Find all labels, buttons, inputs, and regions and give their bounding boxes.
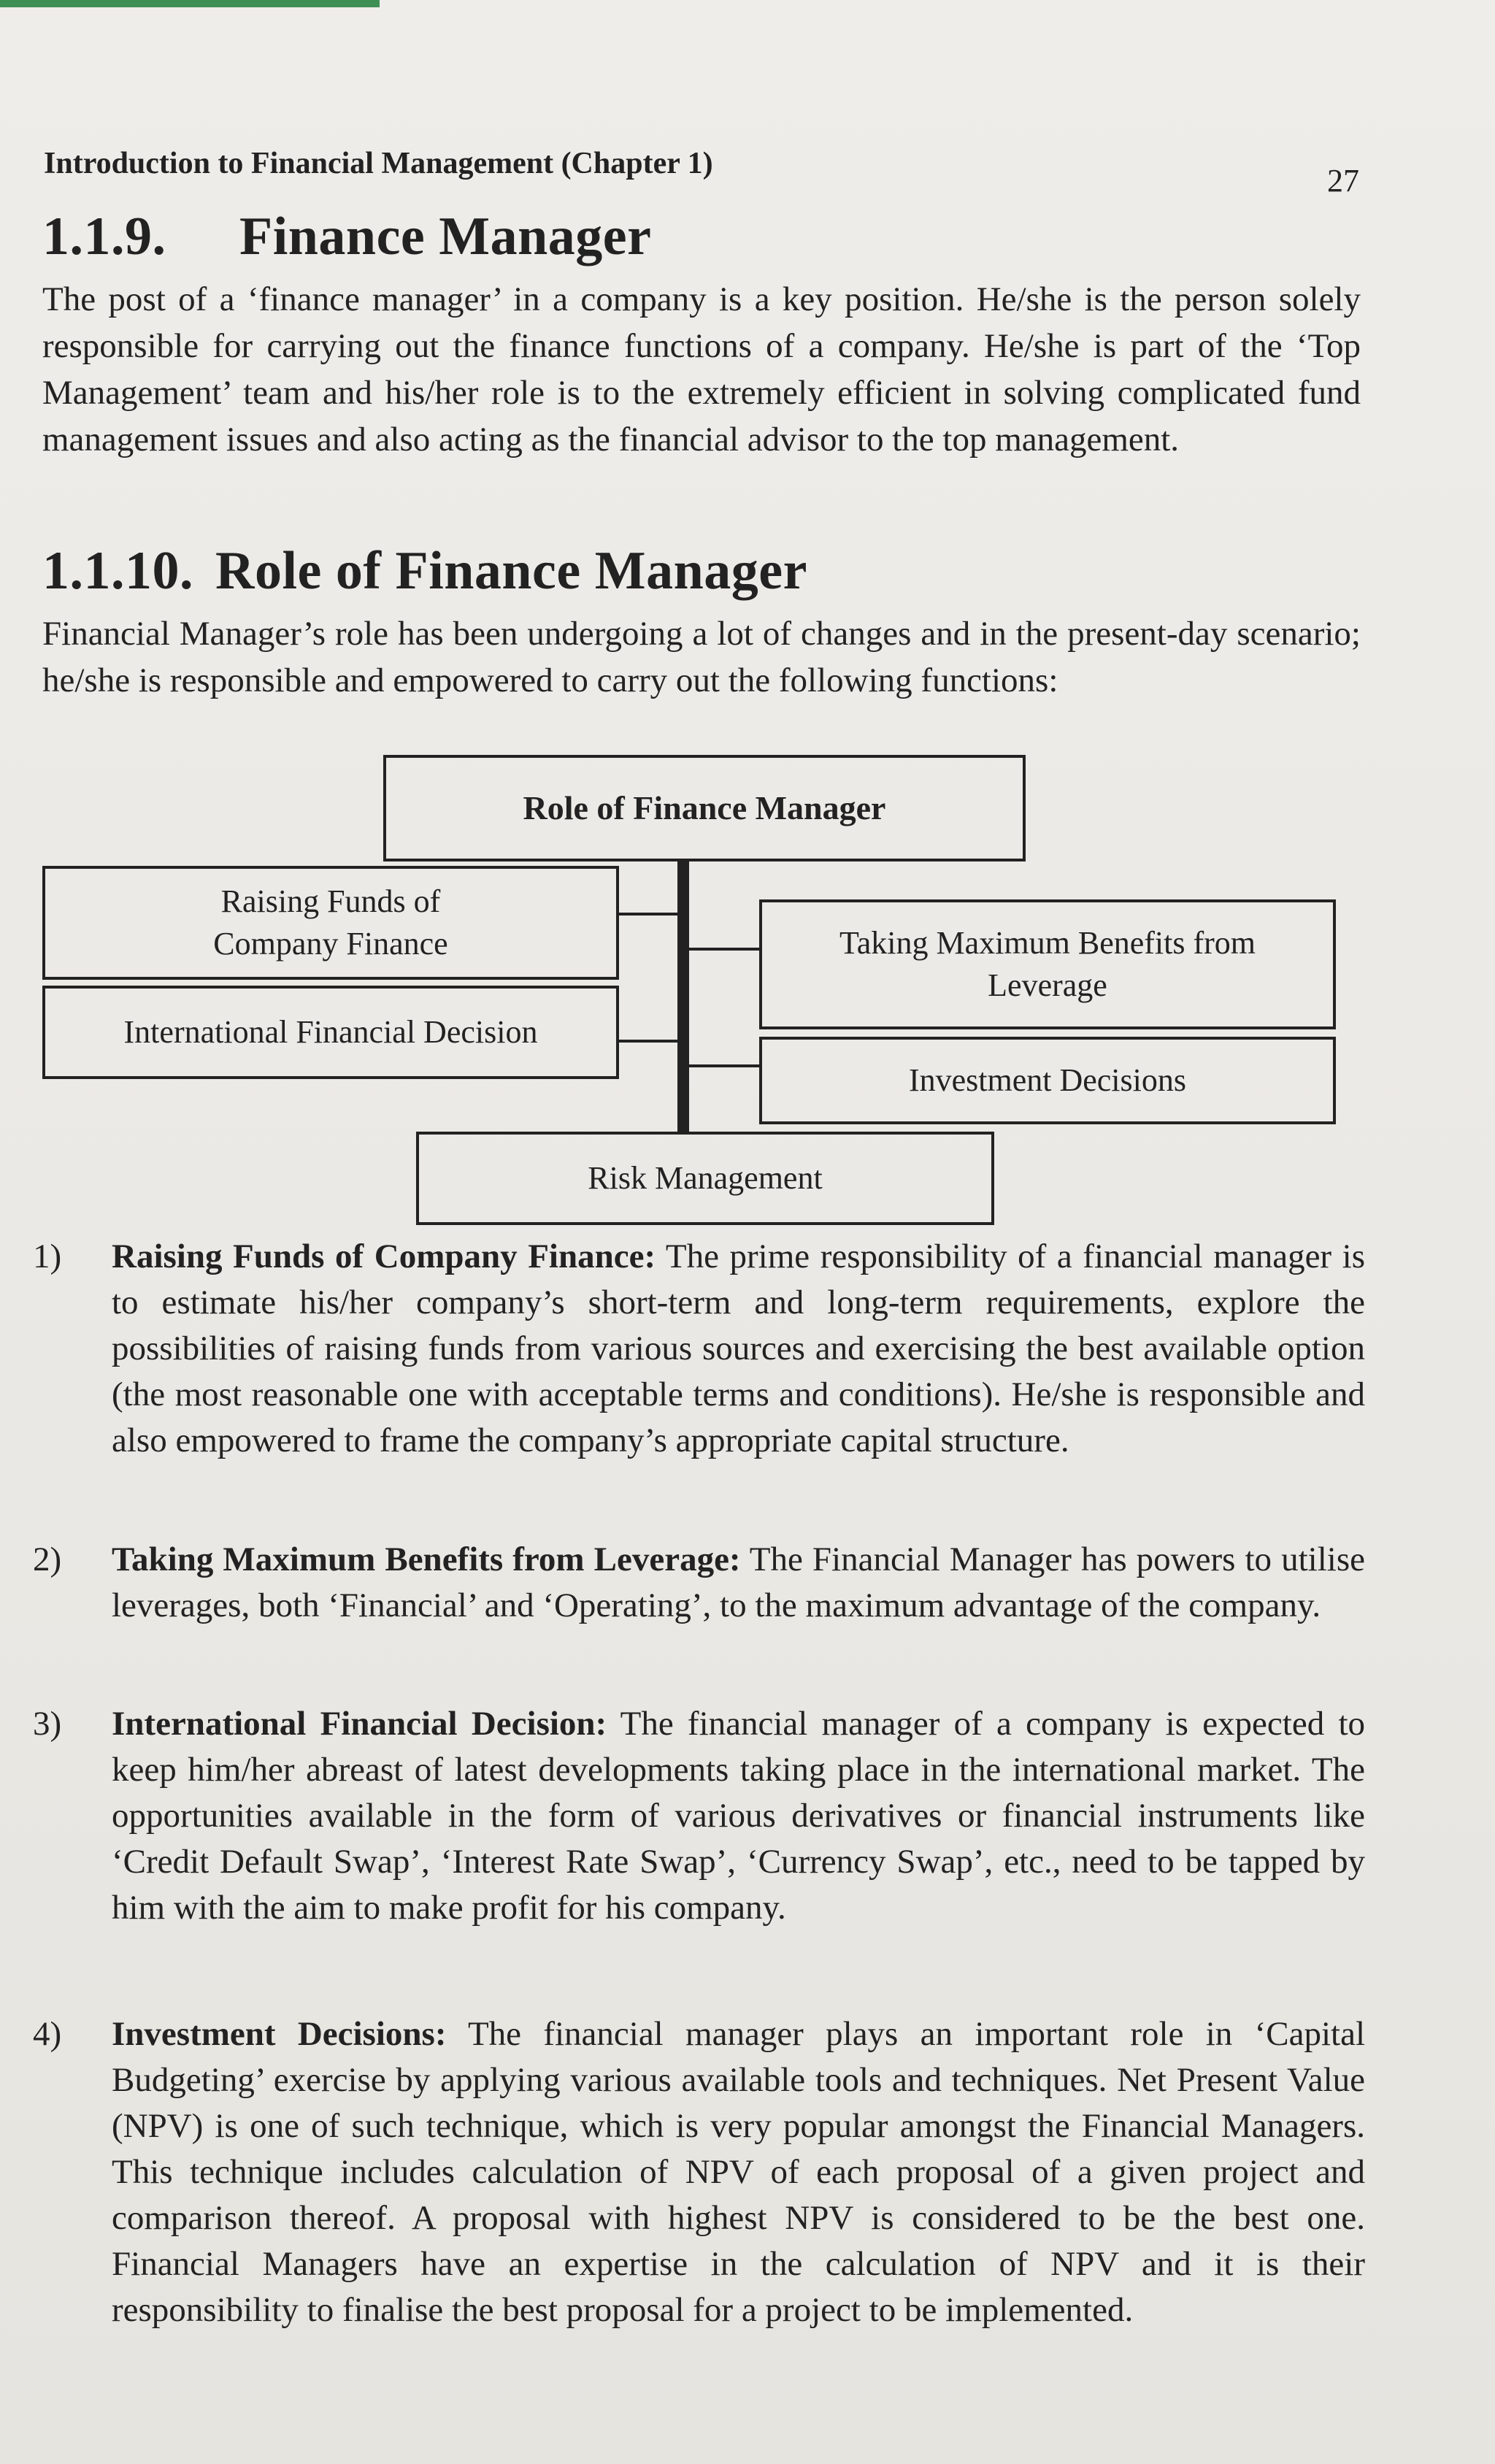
running-header: Introduction to Financial Management (Chapter 1) (44, 147, 713, 180)
list-marker: 1) (33, 1237, 62, 1275)
page-number: 27 (1327, 163, 1359, 199)
list-item-text: The financial manager plays an important role in ‘Capital Budgeting’ exercise by applying various available tools and techniques. Net Present Value (NPV) is one of such technique, which is very popular amongst the Financial Managers. This technique includes calculation of NPV of each proposal of a given project and comparison thereof. A proposal with highest NPV is considered to be the best one. Financial Managers have an expertise in the calculation of NPV and it is their responsibility to finalise the best proposal for a project to be implemented. (112, 2015, 1366, 2329)
section-paragraph: Financial Manager’s role has been undergoing a lot of changes and in the present-day scenario; he/she is responsible and empowered to carry out the following functions: (42, 615, 1361, 699)
connector-international (618, 1040, 677, 1043)
list-item-text: The financial manager of a company is expected to keep him/her abreast of latest developments taking place in the international market. The opportunities available in the form of various derivatives or financial instruments like ‘Credit Default Swap’, ‘Interest Rate Swap’, ‘Currency Swap’, etc., need to be tapped by him with the aim to make profit for his company. (112, 1705, 1366, 1927)
list-marker: 4) (33, 2015, 62, 2053)
section-number: 1.1.10. (42, 541, 193, 601)
diagram-box-leverage: Taking Maximum Benefits from Leverage (759, 899, 1336, 1029)
section-heading-role-of-finance-manager (42, 540, 807, 602)
connector-leverage (689, 948, 761, 951)
list-item (33, 1537, 1365, 1629)
diagram-box-international: International Financial Decision (42, 986, 619, 1079)
section-title: Role of Finance Manager (215, 541, 807, 601)
list-item-title: Investment Decisions: (112, 2015, 447, 2053)
list-item (33, 1701, 1365, 1931)
section-title: Finance Manager (239, 207, 652, 266)
diagram-box-risk: Risk Management (416, 1132, 994, 1225)
section-number: 1.1.9. (42, 207, 166, 266)
connector-raising (618, 913, 677, 916)
list-item (33, 2011, 1365, 2333)
diagram-box-investment: Investment Decisions (759, 1037, 1336, 1124)
diagram-box-raising-funds: Raising Funds of Company Finance (42, 866, 619, 980)
section-paragraph: The post of a ‘finance manager’ in a company is a key position. He/she is the person solely responsible for carrying out the finance functions of a company. He/she is part of the ‘Top Management’ team and his/her role is to the extremely efficient in solving complicated fund management issues and also acting as the financial advisor to the top management. (42, 280, 1361, 458)
connector-investment (689, 1064, 761, 1067)
diagram-trunk (677, 859, 689, 1133)
section-heading-finance-manager (42, 206, 651, 268)
list-item-title: International Financial Decision: (112, 1705, 607, 1743)
list-item-title: Taking Maximum Benefits from Leverage: (112, 1540, 741, 1578)
list-item-text: The Financial Manager has powers to utilise leverages, both ‘Financial’ and ‘Operating’, to the maximum advantage of the company. (112, 1540, 1365, 1624)
cover-edge (0, 0, 380, 7)
list-item-text: The prime responsibility of a financial manager is to estimate his/her company’s short-term and long-term requirements, explore the possibilities of raising funds from various sources and exercising the best available option (the most reasonable one with acceptable terms and conditions). He/she is responsible and also empowered to frame the company’s appropriate capital structure. (112, 1237, 1365, 1459)
list-marker: 3) (33, 1705, 62, 1743)
list-item-title: Raising Funds of Company Finance: (112, 1237, 656, 1275)
list-item (33, 1234, 1365, 1464)
diagram-root-box: Role of Finance Manager (383, 755, 1026, 861)
list-marker: 2) (33, 1540, 62, 1578)
